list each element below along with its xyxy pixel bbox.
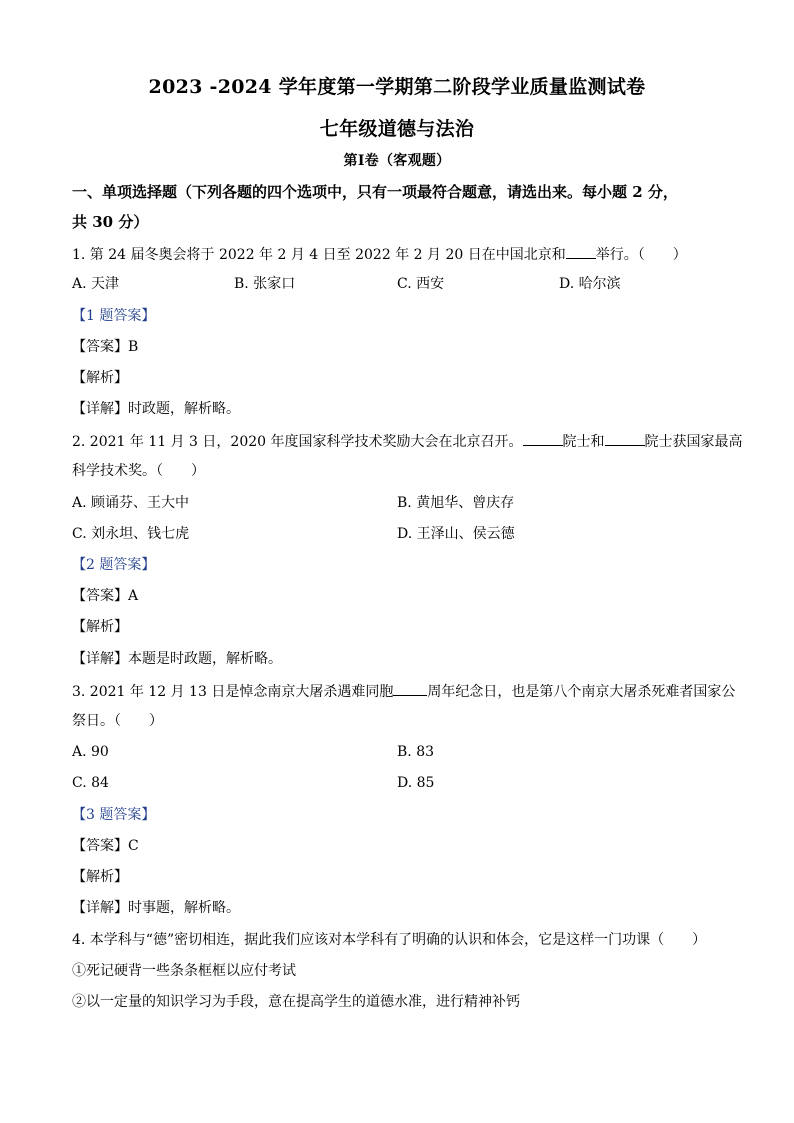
question-2-stem [72,431,743,452]
question-3-option-d: D. 85 [397,775,435,791]
question-2-analysis: 【解析】 [72,619,128,635]
question-2-answer-label: 【2 题答案】 [72,557,156,573]
question-2-detail: 【详解】本题是时政题，解析略。 [72,651,282,667]
question-4-item-2: ②以一定量的知识学习为手段，意在提高学生的道德水准，进行精神补钙 [72,994,520,1010]
exam-subject: 七年级道德与法治 [319,118,475,140]
question-3-stem-line2: 祭日。（ ） [72,713,163,729]
question-1-analysis: 【解析】 [72,370,128,386]
question-3-option-a: A. 90 [72,744,109,760]
question-2-option-c: C. 刘永坦、钱七虎 [72,526,190,542]
question-4-stem: 4. 本学科与“德”密切相连，据此我们应该对本学科有了明确的认识和体会，它是这样一门功课（ ） [72,932,707,948]
answer-blank [605,431,645,446]
question-2-option-d: D. 王泽山、侯云德 [397,526,515,542]
answer-blank [566,244,596,259]
question-1-option-c: C. 西安 [397,276,445,292]
question-3-stem [72,681,735,702]
question-2-stem-line2: 科学技术奖。（ ） [72,463,205,479]
question-3-detail: 【详解】时事题，解析略。 [72,900,240,916]
section-heading-line1: 一、单项选择题（下列各题的四个选项中，只有一项最符合题意，请选出来。每小题 2 分， [72,183,678,201]
question-3-analysis: 【解析】 [72,869,128,885]
question-1-option-b: B. 张家口 [234,276,296,292]
question-2-answer: 【答案】A [72,588,139,604]
question-1-stem-part1: 1. 第 24 届冬奥会将于 2022 年 2 月 4 日至 2022 年 2 月 20 日在中国北京和 [72,247,566,263]
question-3-answer-label: 【3 题答案】 [72,807,156,823]
question-3-stem-part1: 3. 2021 年 12 月 13 日是悼念南京大屠杀遇难同胞 [72,684,394,700]
question-1-answer: 【答案】B [72,339,139,355]
question-1-stem-part2: 举行。（ ） [595,247,687,263]
question-2-stem-part1: 2. 2021 年 11 月 3 日，2020 年度国家科学技术奖励大会在北京召开。 [72,434,523,450]
question-1-detail: 【详解】时政题，解析略。 [72,401,240,417]
question-1-stem [72,244,687,265]
question-3-option-b: B. 83 [397,744,435,760]
question-1-answer-label: 【1 题答案】 [72,308,156,324]
question-2-option-a: A. 顾诵芬、王大中 [72,495,190,511]
volume-label: 第Ⅰ卷（客观题） [343,153,451,169]
section-heading-line2: 共 30 分） [72,213,149,231]
question-3-stem-part2: 周年纪念日，也是第八个南京大屠杀死难者国家公 [427,684,736,700]
question-2-option-b: B. 黄旭华、曾庆存 [397,495,515,511]
answer-blank [523,431,563,446]
question-4-item-1: ①死记硬背一些条条框框以应付考试 [72,963,296,979]
question-3-option-c: C. 84 [72,775,109,791]
question-2-stem-part2: 院士和 [562,434,605,450]
question-2-stem-part3: 院士获国家最高 [644,434,743,450]
exam-title: 2023 -2024 学年度第一学期第二阶段学业质量监测试卷 [148,76,646,98]
question-1-option-d: D. 哈尔滨 [559,276,621,292]
question-3-answer: 【答案】C [72,838,139,854]
answer-blank [393,681,427,696]
question-1-option-a: A. 天津 [72,276,120,292]
